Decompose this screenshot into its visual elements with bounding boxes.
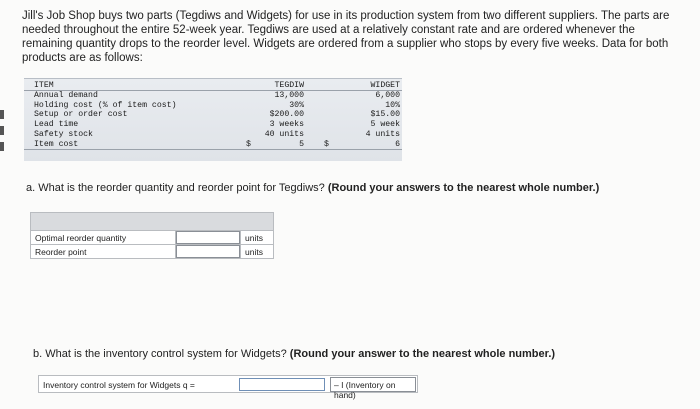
- tegdiw-value: 40 units: [264, 129, 304, 139]
- problem-intro: Jill's Job Shop buys two parts (Tegdiws and Widgets) for use in its production system from two different suppliers. The parts are needed throughout the entire 52-week year. Tegdiws are used at a relatively constant rate and are ordered whenever the remaining quantity drops to the reorder level. Widgets are ordered from a supplier who stops by every five weeks. Data for both products are as follows:: [22, 10, 670, 64]
- item-row: Lead time: [34, 120, 79, 130]
- question-b-instruction: (Round your answer to the nearest whole number.): [289, 348, 556, 360]
- left-edge-mark: [0, 142, 4, 151]
- widget-q-input[interactable]: [239, 378, 325, 391]
- answer-table-header: [31, 213, 274, 231]
- widget-value: 4 units: [365, 129, 400, 139]
- item-column: [34, 81, 177, 150]
- tegdiw-header: TEGDIW: [274, 81, 304, 90]
- widget-value: 6: [395, 139, 400, 149]
- item-row: Item cost: [34, 139, 79, 149]
- units-label: units: [241, 245, 274, 259]
- left-edge-mark: [0, 126, 4, 135]
- optimal-reorder-quantity-input[interactable]: [176, 231, 240, 244]
- question-a-instruction: (Round your answers to the nearest whole number.): [327, 182, 600, 194]
- question-a-text: a. What is the reorder quantity and reorder point for Tegdiws?: [26, 182, 325, 194]
- left-edge-mark: [0, 110, 4, 119]
- question-b: [33, 348, 555, 360]
- widget-value: 5 week: [370, 120, 400, 130]
- units-label: units: [241, 231, 274, 245]
- inventory-control-label: Inventory control system for Widgets q =: [43, 380, 195, 390]
- reorder-point-input[interactable]: [176, 245, 240, 258]
- answer-row: [31, 245, 274, 259]
- inventory-control-field-row: [38, 375, 418, 400]
- item-row: Annual demand: [34, 90, 98, 100]
- parts-data-table: [24, 78, 402, 161]
- widget-header: WIDGET: [370, 81, 400, 90]
- answer-row: [31, 231, 274, 245]
- reorder-point-label: Reorder point: [31, 245, 176, 259]
- tegdiw-value: $200.00: [269, 110, 304, 120]
- widget-cost-dollar: $: [324, 139, 329, 149]
- inventory-on-hand-text: – I (Inventory on hand): [334, 380, 396, 400]
- question-a: [26, 182, 599, 194]
- widget-value: 6,000: [375, 90, 400, 100]
- widget-value: 10%: [385, 100, 400, 110]
- tegdiw-value: 5: [299, 139, 304, 149]
- answer-table-a: [30, 212, 274, 259]
- tegdiw-value: 30%: [289, 100, 304, 110]
- tegdiw-value: 3 weeks: [269, 120, 304, 130]
- item-header: ITEM: [34, 81, 54, 90]
- widget-value: $15.00: [370, 110, 400, 120]
- item-row: Setup or order cost: [34, 110, 128, 120]
- optimal-reorder-quantity-label: Optimal reorder quantity: [31, 231, 176, 245]
- question-b-text: b. What is the inventory control system for Widgets?: [33, 348, 287, 360]
- tegdiw-value: 13,000: [274, 90, 304, 100]
- item-row: Holding cost (% of item cost): [34, 100, 177, 110]
- tegdiw-cost-dollar: $: [246, 139, 251, 149]
- item-row: Safety stock: [34, 129, 93, 139]
- tegdiw-column: [224, 81, 304, 150]
